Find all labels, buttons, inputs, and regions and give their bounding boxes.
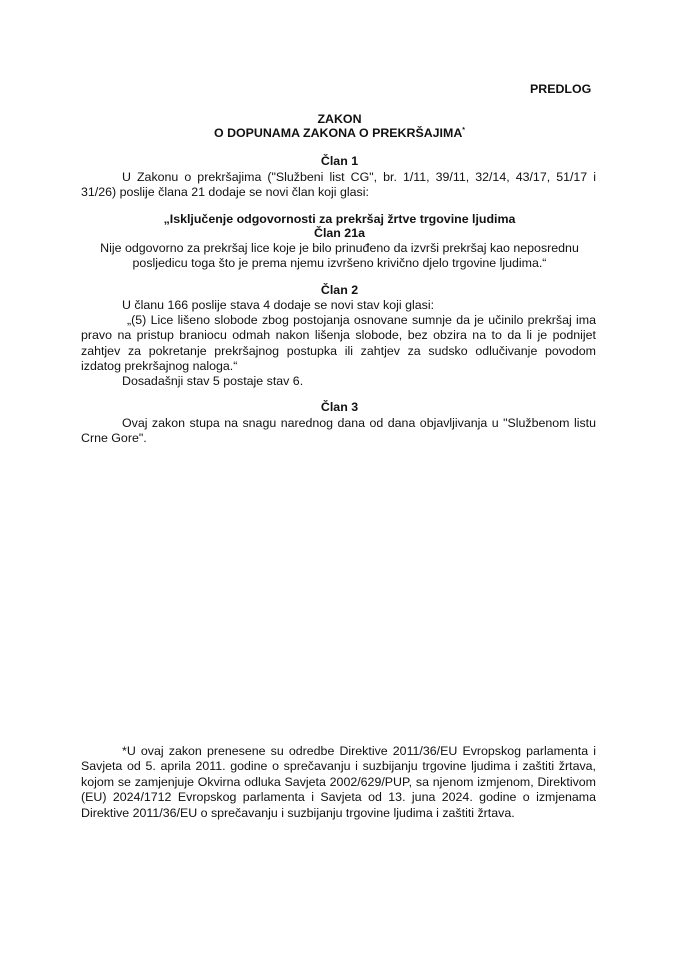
article-2-quote: „(5) Lice lišeno slobode zbog postojanja osnovane sumnje da je učinilo prekršaj ima pravo na pristup braniocu odmah nakon lišenja slobode, bez obzira na to da li je podnijet zahtjev za pokretanje prekršajnog postupka ili zahtjev za sudsko odlučivanje povodom izdatog prekršajnog naloga.“ [81,313,596,374]
article-21a-text: Nije odgovorno za prekršaj lice koje je bilo prinuđeno da izvrši prekršaj kao neposrednu posljedicu toga što je prema njemu izvršeno krivično djelo trgovine ljudima.“ [100,241,579,271]
article-21a-title: „Isključenje odgovornosti za prekršaj žrtve trgovine ljudima [163,212,516,226]
article-2-closing: Dosadašnji stav 5 postaje stav 6. [122,374,304,388]
article-1-text: U Zakonu o prekršajima ("Službeni list CG", br. 1/11, 39/11, 32/14, 43/17, 51/17 i 31/26) poslije člana 21 dodaje se novi član koji glasi: [81,170,596,200]
document-label: PREDLOG [530,82,592,96]
article-3-text: Ovaj zakon stupa na snagu narednog dana od dana objavljivanja u "Službenom listu Crne Gore". [81,416,596,446]
article-3-heading: Član 3 [320,400,359,414]
footnote-marker: * [462,126,465,134]
law-subtitle: O DOPUNAMA ZAKONA O PREKRŠAJIMA* [213,126,465,140]
article-2-heading: Član 2 [320,283,359,297]
article-1-heading: Član 1 [320,154,359,168]
article-21a-heading: Član 21a [314,226,365,240]
article-2-intro: U članu 166 poslije stava 4 dodaje se novi stav koji glasi: [122,298,435,312]
footnote-text: *U ovaj zakon prenesene su odredbe Direktive 2011/36/EU Evropskog parlamenta i Savjeta od 5. aprila 2011. godine o sprečavanju i suzbijanju trgovine ljudima i zaštiti žrtava, kojom se zamjenjuje Okvirna odluka Savjeta 2002/629/PUP, sa njenom izmjenom, Direktivom (EU) 2024/1712 Evropskog parlamenta i Savjeta od 13. juna 2024. godine o izmjenama Direktive 2011/36/EU o sprečavanju i suzbijanju trgovine ljudima i zaštiti žrtava. [81,744,596,820]
law-title: ZAKON [317,112,362,126]
